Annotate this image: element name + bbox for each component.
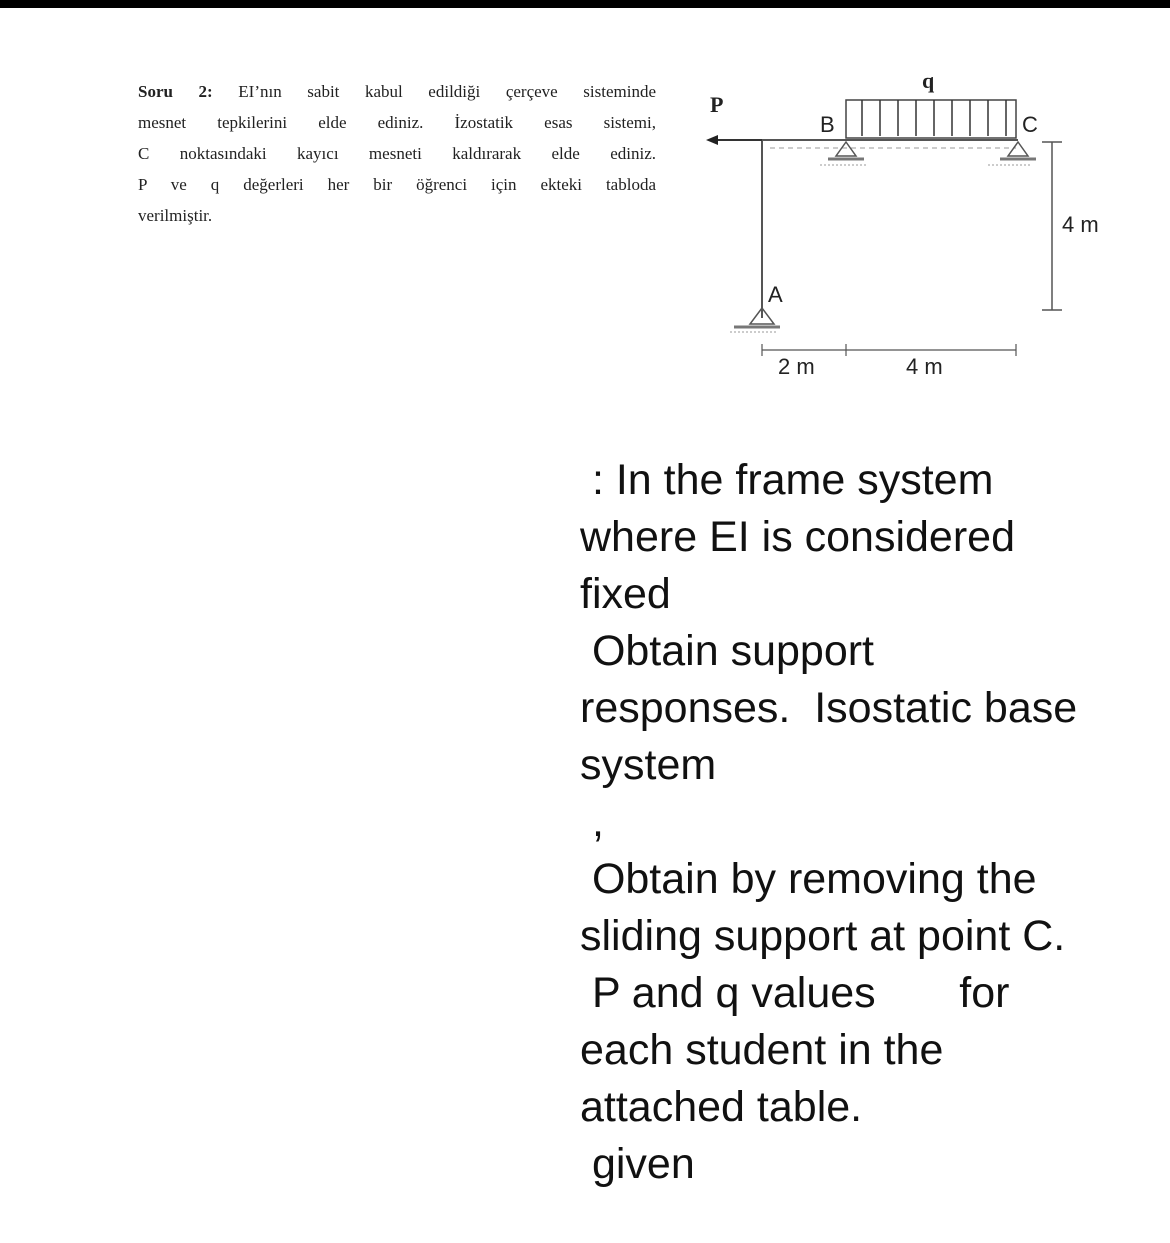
translation-line: sliding support at point C. bbox=[580, 912, 1066, 960]
load-P-label: P bbox=[710, 92, 724, 117]
node-B-label: B bbox=[820, 112, 835, 137]
load-q-label: q bbox=[922, 68, 935, 93]
translation-line: fixed bbox=[580, 570, 671, 618]
translation-line: Obtain by removing the bbox=[580, 855, 1037, 903]
node-C-label: C bbox=[1022, 112, 1038, 137]
top-border bbox=[0, 0, 1170, 8]
question-line-5: verilmiştir. bbox=[138, 206, 213, 225]
translation-line: Obtain support bbox=[580, 627, 875, 675]
question-line-4: P ve q değerleri her bir öğrenci için ekteki tabloda bbox=[138, 175, 656, 194]
node-A-label: A bbox=[768, 282, 783, 307]
support-C-roller bbox=[988, 142, 1036, 165]
translation-line: attached table. bbox=[580, 1083, 863, 1131]
question-line-3: C noktasındaki kayıcı mesneti kaldırarak elde ediniz. bbox=[138, 144, 656, 163]
dimension-right-label: 4 m bbox=[906, 354, 943, 379]
translation-line: where EI is considered bbox=[580, 513, 1015, 561]
question-label: Soru 2: bbox=[138, 82, 213, 101]
translation-line: P and q values for bbox=[580, 969, 1010, 1017]
translation-line: system bbox=[580, 741, 717, 789]
support-B-pin bbox=[820, 142, 866, 165]
translation-line: : In the frame system bbox=[580, 456, 994, 504]
translation-line: responses. Isostatic base bbox=[580, 684, 1078, 732]
translation-line: each student in the bbox=[580, 1026, 944, 1074]
question-text bbox=[138, 76, 656, 231]
load-P-arrow bbox=[706, 135, 762, 145]
question-line-1: Soru 2: EI’nın sabit kabul edildiği çerçeve sisteminde bbox=[138, 82, 656, 101]
translation-line: given bbox=[580, 1140, 695, 1188]
dimension-height-label: 4 m bbox=[1062, 212, 1099, 237]
frame-diagram bbox=[690, 60, 1130, 390]
distributed-load-q bbox=[846, 100, 1016, 138]
question-line-2: mesnet tepkilerini elde ediniz. İzostatik esas sistemi, bbox=[138, 113, 656, 132]
translation-text bbox=[580, 452, 1160, 1193]
dimension-height bbox=[1042, 142, 1062, 310]
translation-line: , bbox=[580, 798, 604, 846]
support-A-pin bbox=[730, 308, 780, 332]
dimension-left-label: 2 m bbox=[778, 354, 815, 379]
